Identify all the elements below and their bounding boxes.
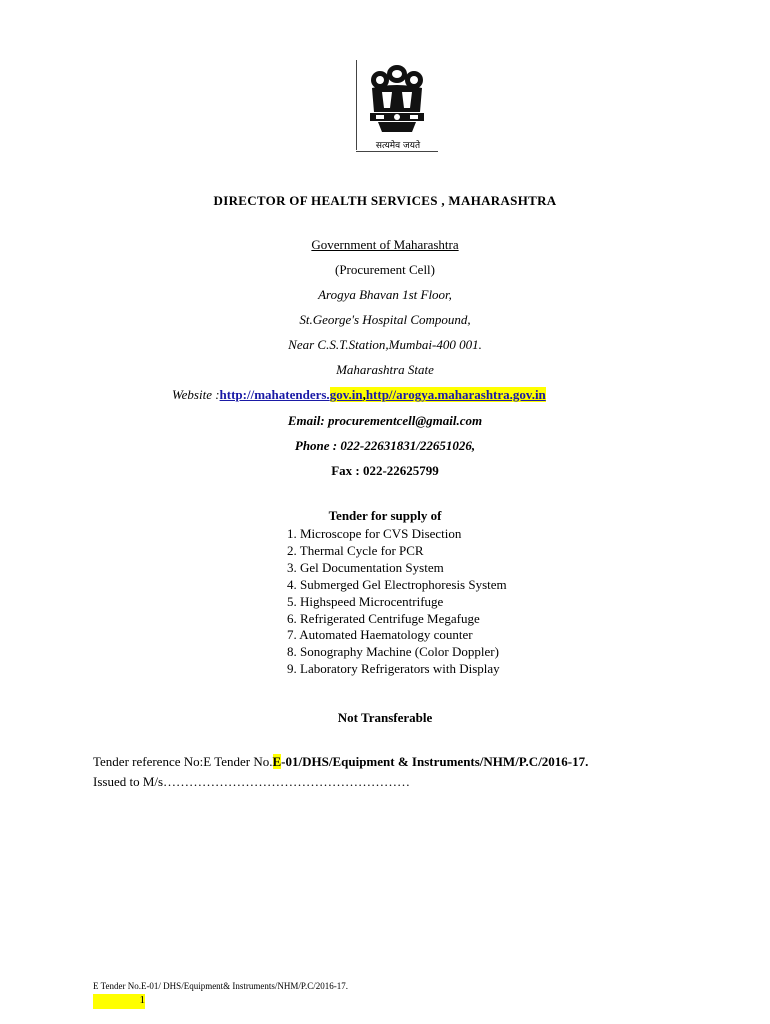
list-item: 8. Sonography Machine (Color Doppler) [287,644,499,660]
address-cell: (Procurement Cell) [335,262,435,277]
lion-capital-icon [356,60,438,140]
tender-reference-number: E-01/DHS/Equipment & Instruments/NHM/P.C/2016-17. [272,754,589,769]
list-item: 5. Highspeed Microcentrifuge [287,593,444,609]
not-transferable-notice: Not Transferable [337,710,433,725]
tender-heading: Tender for supply of [328,508,442,523]
emblem-motto: सत्यमेव जयते [375,141,421,151]
list-item: 3. Gel Documentation System [287,559,444,575]
address-building: Arogya Bhavan 1st Floor, [318,287,452,302]
emblem-border-bottom [356,151,438,152]
email-line: Email: procurementcell@gmail.com [287,413,483,428]
list-item: 7. Automated Haematology counter [287,627,473,643]
list-item: 2. Thermal Cycle for PCR [287,542,424,558]
fax-line: Fax : 022-22625799 [331,463,439,478]
address-government: Government of Maharashtra [311,237,459,252]
website-link-mahatenders[interactable]: http://mahatenders.gov.in [219,387,363,402]
reference-highlight: E [272,754,282,769]
list-item: 9. Laboratory Refrigerators with Display [287,661,500,677]
website-line [172,387,546,403]
page-number: 1 [93,994,145,1009]
website-label: Website : [172,387,220,402]
website-separator: , [362,387,366,402]
list-item: 6. Refrigerated Centrifuge Megafuge [287,610,480,626]
address-compound: St.George's Hospital Compound, [299,312,471,327]
page-footer: E Tender No.E-01/ DHS/Equipment& Instruments/NHM/P.C/2016-17. [93,981,348,991]
tender-reference-label: Tender reference No:E Tender No. [93,754,273,769]
page-title: DIRECTOR OF HEALTH SERVICES , MAHARASHTRA [213,193,557,208]
address-state: Maharashtra State [336,362,434,377]
phone-line: Phone : 022-22631831/22651026, [294,438,476,453]
tender-reference [93,754,588,770]
tender-items-list [287,526,507,678]
state-emblem [356,60,438,152]
list-item: 1. Microscope for CVS Disection [287,526,462,541]
list-item: 4. Submerged Gel Electrophoresis System [287,576,507,592]
website-link-arogya[interactable]: http//arogya.maharashtra.gov.in [365,387,546,402]
issued-to-line: Issued to M/s………………………………………………… [93,774,411,789]
address-city: Near C.S.T.Station,Mumbai-400 001. [288,337,482,352]
